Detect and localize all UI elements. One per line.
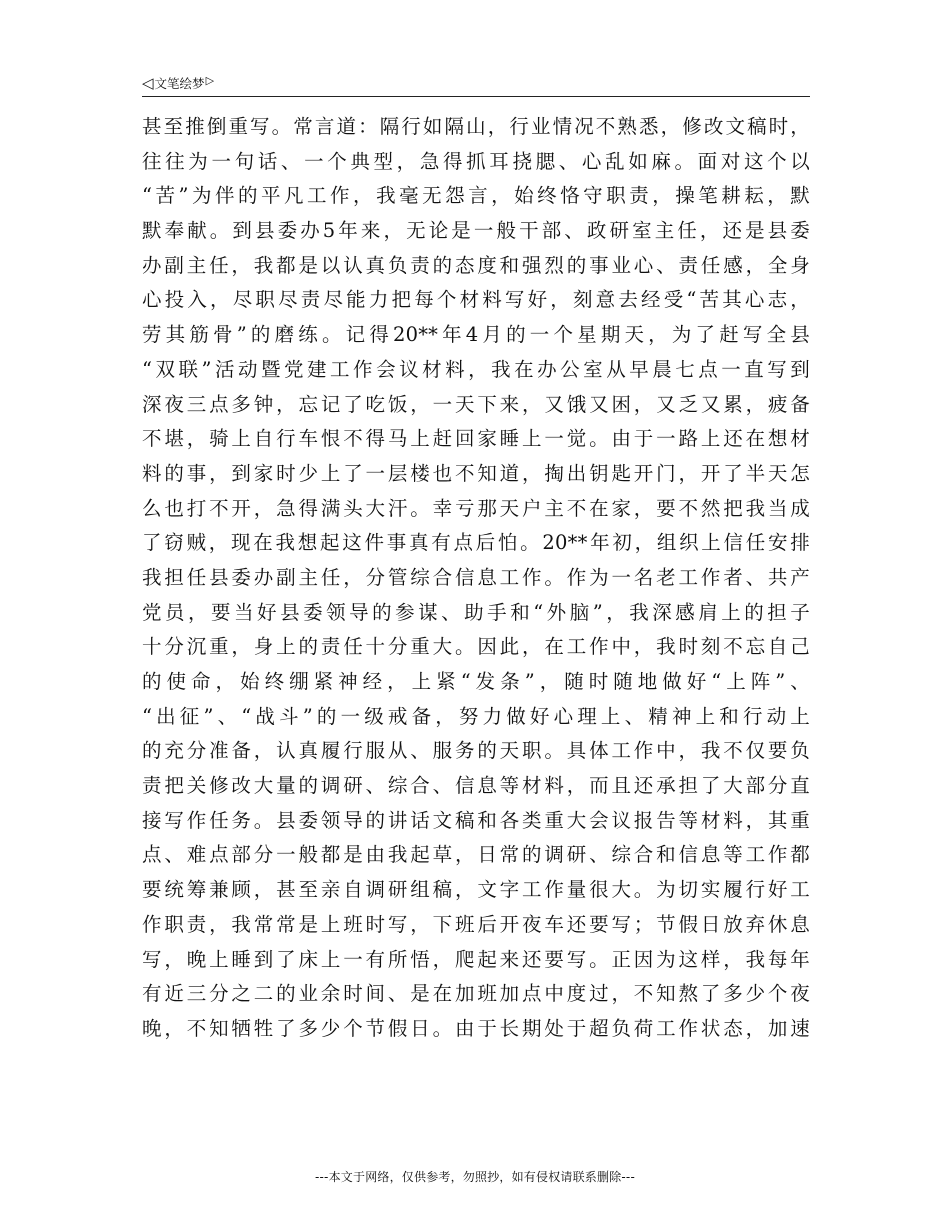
- text-line: 办副主任，我都是以认真负责的态度和强烈的事业心、责任感，全身: [142, 253, 810, 277]
- text-line: 往往为一句话、一个典型，急得抓耳挠腮、心乱如麻。面对这个以: [142, 149, 810, 173]
- text-line: 点、难点部分一般都是由我起草，日常的调研、综合和信息等工作都: [142, 843, 810, 867]
- text-line: 要统筹兼顾，甚至亲自调研组稿，文字工作量很大。为切实履行好工: [142, 878, 810, 902]
- left-triangle-icon: ◁: [142, 73, 154, 92]
- page-header: [142, 72, 810, 97]
- text-line: 甚至推倒重写。常言道：隔行如隔山，行业情况不熟悉，修改文稿时，: [142, 115, 810, 138]
- text-line: 有近三分之二的业余时间、是在加班加点中度过，不知熬了多少个夜: [142, 982, 810, 1006]
- brand-name: 文笔绘梦: [154, 76, 205, 91]
- text-line: 责把关修改大量的调研、综合、信息等材料，而且还承担了大部分直: [142, 774, 810, 798]
- text-line: 作职责，我常常是上班时写，下班后开夜车还要写；节假日放弃休息: [142, 912, 810, 936]
- text-line: 么也打不开，急得满头大汗。幸亏那天户主不在家，要不然把我当成: [142, 496, 810, 520]
- document-body: [142, 110, 810, 1047]
- text-line: 深夜三点多钟，忘记了吃饭，一天下来，又饿又困，又乏又累，疲备: [142, 392, 810, 416]
- text-line: 了窃贼，现在我想起这件事真有点后怕。20**年初，组织上信任安排: [142, 531, 810, 555]
- text-line: 不堪，骑上自行车恨不得马上赶回家睡上一觉。由于一路上还在想材: [142, 427, 810, 451]
- text-line: 党员，要当好县委领导的参谋、助手和“外脑”，我深感肩上的担子: [142, 600, 810, 624]
- brand-logo: [142, 74, 214, 92]
- text-line: 劳其筋骨”的磨练。记得20**年4月的一个星期天，为了赶写全县: [142, 323, 810, 347]
- text-line: 我担任县委办副主任，分管综合信息工作。作为一名老工作者、共产: [142, 565, 810, 589]
- text-line: 的充分准备，认真履行服从、服务的天职。具体工作中，我不仅要负: [142, 739, 810, 763]
- text-line: 的使命，始终绷紧神经，上紧“发条”，随时随地做好“上阵”、: [142, 670, 810, 693]
- text-line: 料的事，到家时少上了一层楼也不知道，掏出钥匙开门，开了半天怎: [142, 461, 810, 485]
- text-line: “出征”、“战斗”的一级戒备，努力做好心理上、精神上和行动上: [142, 704, 810, 728]
- text-line: 晚，不知牺牲了多少个节假日。由于长期处于超负荷工作状态，加速: [142, 1016, 810, 1040]
- text-line: 十分沉重，身上的责任十分重大。因此，在工作中，我时刻不忘自己: [142, 635, 810, 659]
- text-line: 默奉献。到县委办5年来，无论是一般干部、政研室主任，还是县委: [142, 219, 810, 243]
- text-line: 接写作任务。县委领导的讲话文稿和各类重大会议报告等材料，其重: [142, 808, 810, 832]
- text-line: “苦”为伴的平凡工作，我毫无怨言，始终恪守职责，操笔耕耘，默: [142, 184, 810, 208]
- text-line: 心投入，尽职尽责尽能力把每个材料写好，刻意去经受“苦其心志，: [142, 288, 810, 312]
- text-line: 写，晚上睡到了床上一有所悟，爬起来还要写。正因为这样，我每年: [142, 947, 810, 971]
- page-footer-disclaimer: ---本文于网络，仅供参考，勿照抄，如有侵权请联系删除---: [315, 1170, 635, 1184]
- text-line: “双联”活动暨党建工作会议材料，我在办公室从早晨七点一直写到: [142, 357, 810, 381]
- right-triangle-icon: ▷: [205, 73, 215, 87]
